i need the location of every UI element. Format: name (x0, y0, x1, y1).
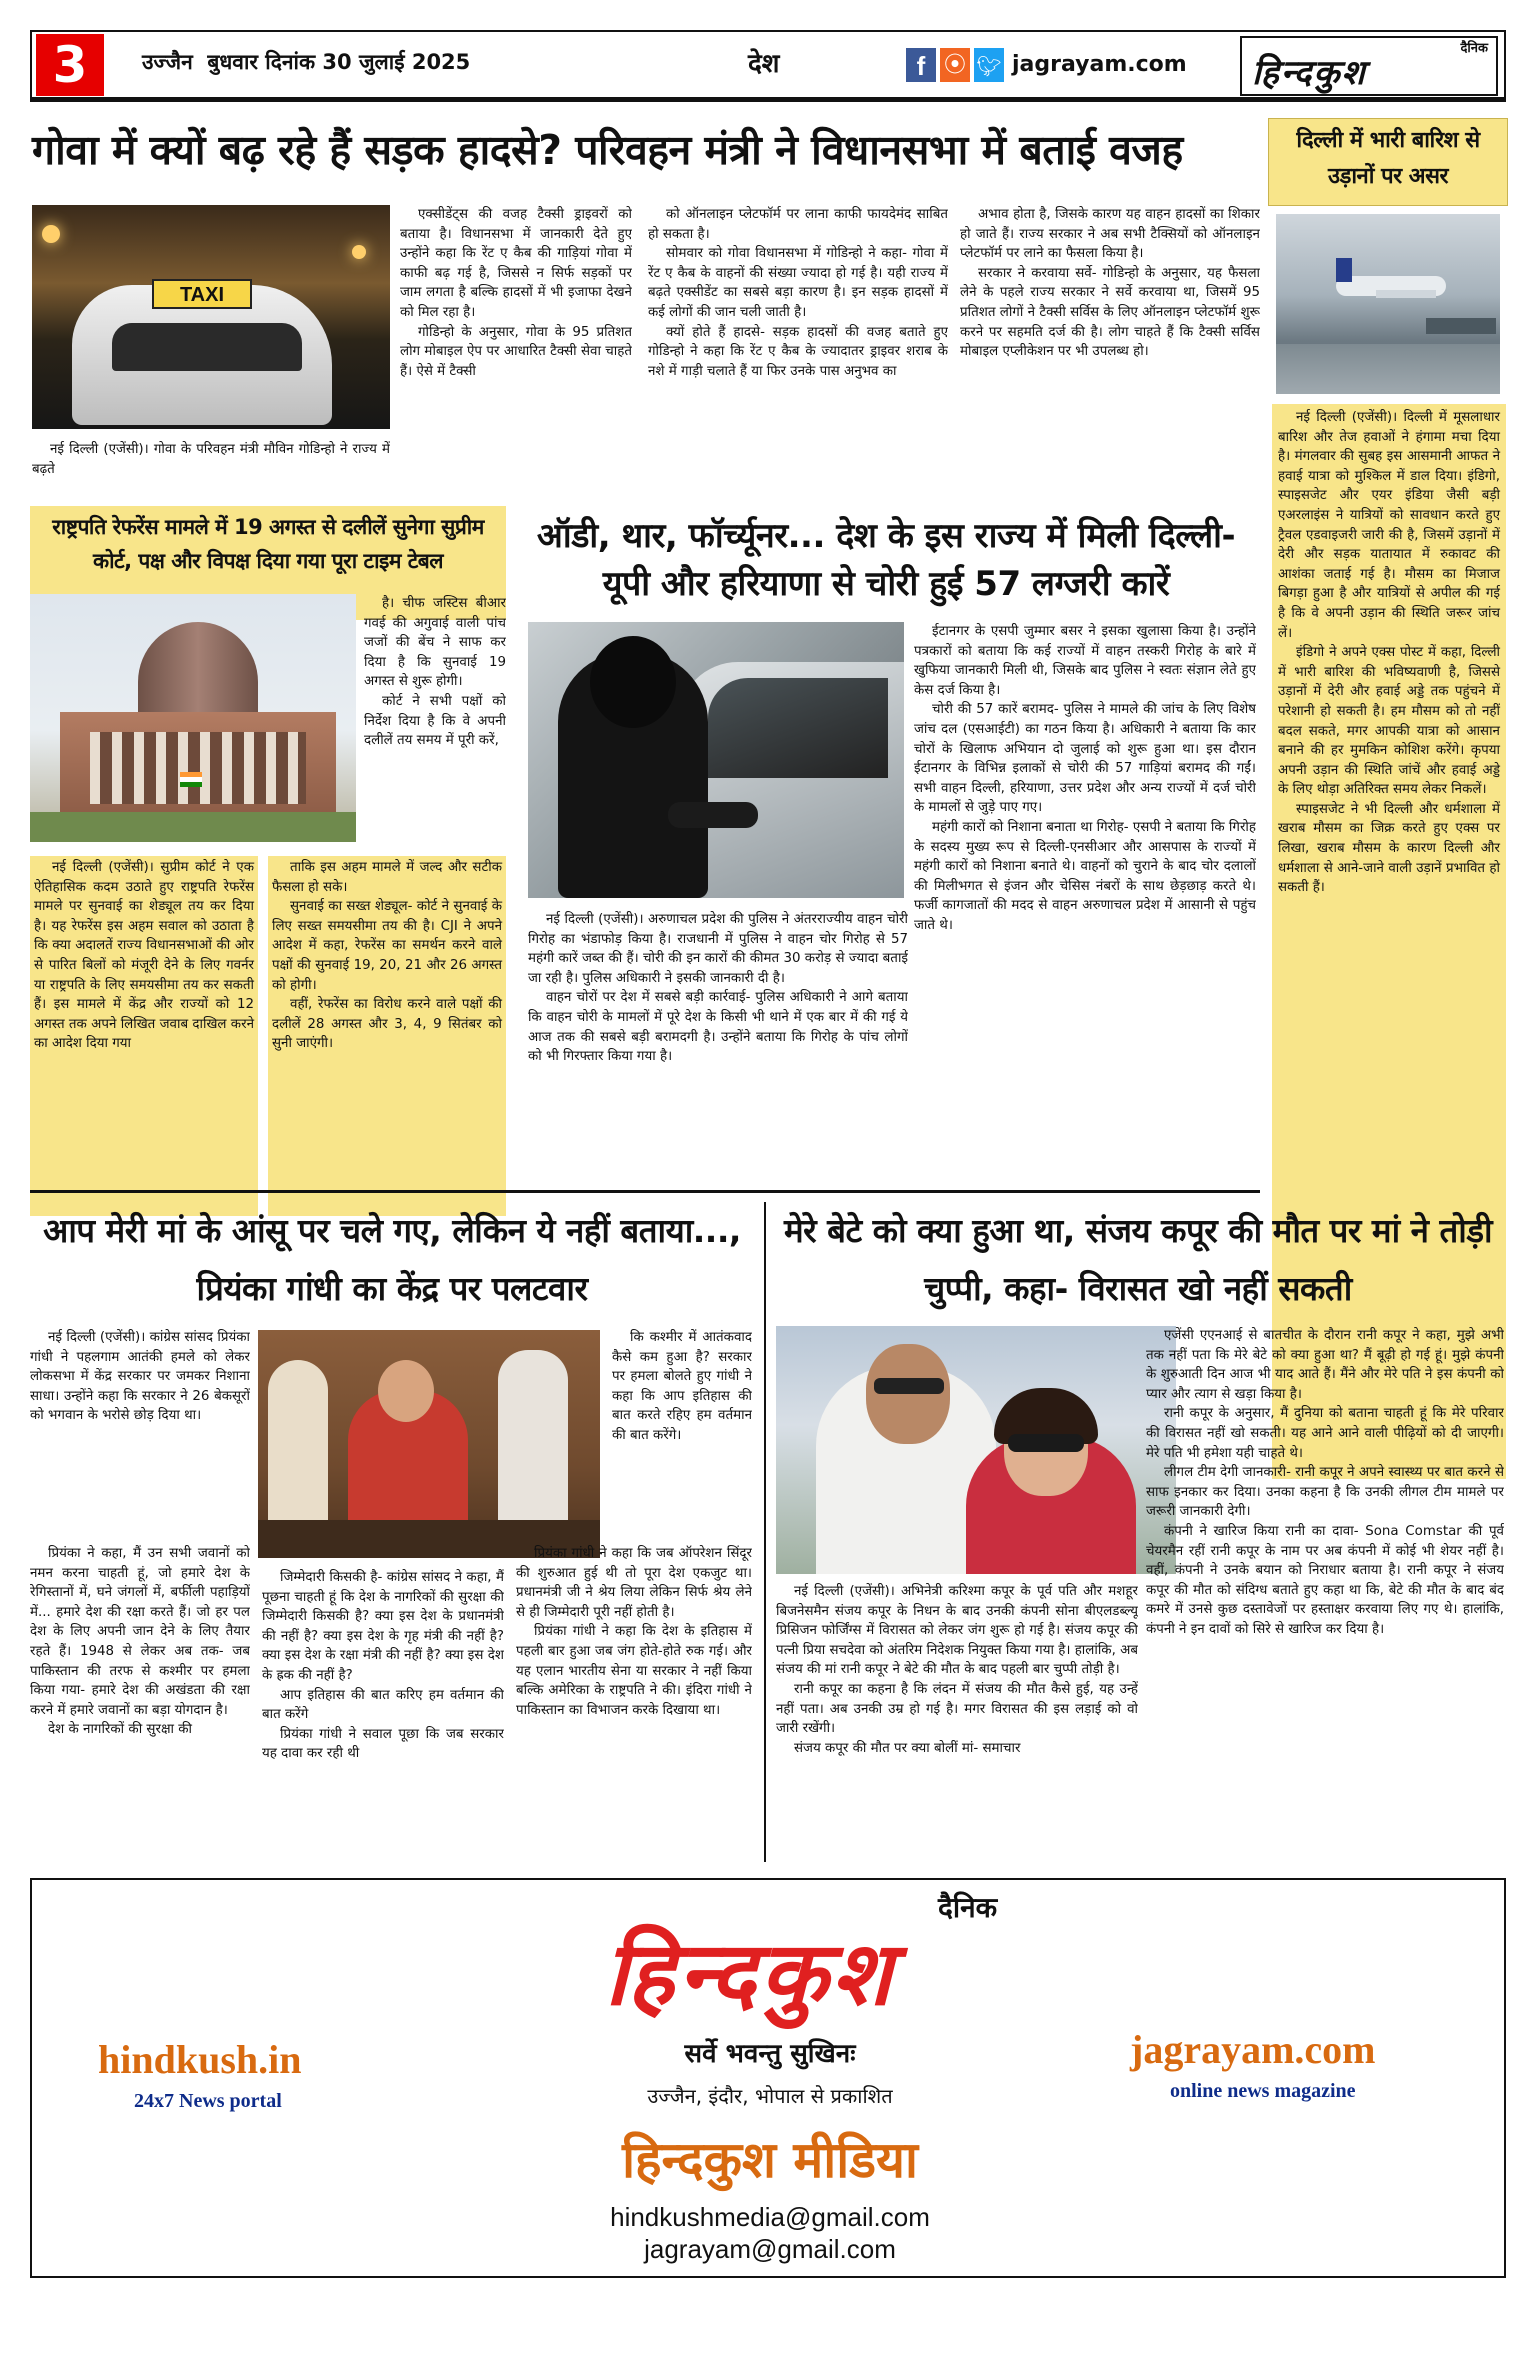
taxi-sign: TAXI (152, 279, 252, 309)
priyanka-col-1-top-paragraph: नई दिल्ली (एजेंसी)। कांग्रेस सांसद प्रियंका गांधी ने पहलगाम आतंकी हमले को लेकर लोकसभा में केंद्र सरकार पर जमकर निशाना साधा। उन्होंने कहा कि सरकार ने 26 बेकसूरों को भगवान के भरोसे छोड़ दिया था। (30, 1330, 250, 1424)
delhi-rain-body-paragraph: इंडिगो ने अपने एक्स पोस्ट में कहा, दिल्ली में भारी बारिश की भविष्यवाणी है, जिससे उड़ानों में देरी और हवाई अड्डे तक पहुंचने में परेशानी हो सकती है। हम मौसम को तो नहीं बदल सकते, मगर आपकी यात्रा को आसान बनाने की हर मुमकिन कोशिश करेंगे। कृपया अपनी उड़ान की स्थिति जांचें और हवाई अड्डे के लिए थोड़ा अतिरिक्त समय लेकर निकलें। (1278, 645, 1500, 798)
footer-left-tagline: 24x7 News portal (134, 2090, 282, 2112)
cars-col-right-paragraph: ईटानगर के एसपी जुम्मार बसर ने इसका खुलासा किया है। उन्होंने पत्रकारों को बताया कि कई राज्यों में वाहन तस्करी गिरोह के बारे में खुफिया जानकारी मिली थी, जिसके बाद पुलिस ने स्वतः संज्ञान लेते हुए केस दर्ज किया है। (914, 624, 1256, 698)
page-number: 3 (36, 34, 104, 96)
footer-email-1[interactable]: hindkushmedia@gmail.com (610, 2202, 930, 2232)
sc-col-right-top (364, 594, 506, 846)
footer-published-from: उज्जैन, इंदौर, भोपाल से प्रकाशित (647, 2084, 893, 2108)
jet-bridge (1426, 318, 1496, 334)
car-thief-image (528, 622, 904, 898)
delhi-rain-body-paragraph: नई दिल्ली (एजेंसी)। दिल्ली में मूसलाधार बारिश और तेज हवाओं ने हंगामा मचा दिया है। मंगलवार की सुबह इस आसमानी आफत ने हवाई यात्रा को मुश्किल में डाल दिया। इंडिगो, स्पाइसजेट और एयर इंडिया जैसी बड़ी एअरलाइंस ने यात्रियों को सावधान करते हुए ट्रैवल एडवाइजरी जारी की है, जिसमें उड़ानों में देरी और सड़क यातायात में रुकावट की आशंका जताई गई है। मौसम का मिजाज बिगड़ा हुआ है और यात्रियों से अपील की गई है कि वे अपनी उड़ान की स्थिति जरूर जांच लें। (1278, 410, 1500, 641)
goa-col-2-paragraph: गोडिन्हो के अनुसार, गोवा के 95 प्रतिशत लोग मोबाइल ऐप पर आधारित टैक्सी सेवा चाहते हैं। ऐसे में टैक्सी (400, 324, 632, 379)
masthead-logo-name: हिन्दकुश (1252, 53, 1367, 93)
dateline: उज्जैन बुधवार दिनांक 30 जुलाई 2025 (142, 50, 471, 74)
cars-headline: ऑडी, थार, फॉर्च्यूनर... देश के इस राज्य में मिली दिल्ली-यूपी और हरियाणा से चोरी हुई 57 लग्जरी कारें (536, 516, 1236, 604)
footer-motto: सर्वे भवन्तु सुखिनः (684, 2039, 856, 2069)
taxi-window (112, 323, 302, 371)
goa-col-3-paragraph: सोमवार को गोवा विधानसभा में गोडिन्हो ने कहा- गोवा में रेंट ए कैब के वाहनों की संख्या ज्यादा हो गई है। यही राज्य में बढ़ते एक्सीडेंट का सबसे बड़ा कारण है। इन सड़क हादसों में कई लोगों की जान चली जाती है। (648, 246, 948, 320)
sc-col-right-bottom-paragraph: सुनवाई का सख्त शेड्यूल- कोर्ट ने सुनवाई के लिए सख्त समयसीमा तय की है। CJI ने अपने आदेश में कहा, रेफरेंस का समर्थन करने वाले पक्षों की सुनवाई 19, 20, 21 और 26 अगस्त को होगी। (272, 899, 502, 993)
court-dome (138, 622, 258, 712)
twitter-icon[interactable]: 🐦︎ (974, 48, 1004, 82)
footer-right-tagline: online news magazine (1170, 2080, 1356, 2102)
priyanka-col-3-top-paragraph: कि कश्मीर में आतंकवाद कैसे कम हुआ है? सरकार पर हमला बोलते हुए गांधी ने कहा कि आप इतिहास की बात करते रहिए हम वर्तमान की बात करेंगे। (612, 1330, 752, 1443)
goa-col-4 (960, 205, 1260, 500)
street-light-1 (42, 225, 60, 243)
column-divider (764, 1202, 766, 1862)
priyanka-col-2-bottom-paragraph: जिम्मेदारी किसकी है- कांग्रेस सांसद ने कहा, मैं पूछना चाहती हूं कि देश के नागरिकों की सुरक्षा की जिम्मेदारी किसकी है? क्या इस देश के प्रधानमंत्री की नहीं है? क्या इस देश के गृह मंत्री की नहीं है? क्या इस देश के रक्षा मंत्री की नहीं है? क्या इस देश के ह्रक की नहीं है? (262, 1570, 504, 1683)
priyanka-col-2-bottom-paragraph: प्रियंका गांधी ने सवाल पूछा कि जब सरकार यह दावा कर रही थी (262, 1726, 504, 1762)
kapoor-col-right (1146, 1326, 1504, 1862)
facebook-icon[interactable]: f (906, 48, 936, 82)
priyanka-col-2-bottom (262, 1568, 504, 1862)
goa-col-2 (400, 205, 632, 500)
aircraft-wing (1376, 290, 1436, 298)
cars-col-left-paragraph: वाहन चोरों पर देश में सबसे बड़ी कार्रवाई- पुलिस अधिकारी ने आगे बताया कि वाहन चोरी के मामलों में पूरे देश के किसी भी थाने में एक बार में की गई ये आज तक की सबसे बड़ी बरामदगी है। उन्होंने बताया कि गिरोह के पांच लोगों को भी गिरफ्तार किया गया है। (528, 990, 908, 1065)
section-name: देश (748, 49, 780, 79)
sc-col-left-paragraph: नई दिल्ली (एजेंसी)। सुप्रीम कोर्ट ने एक ऐतिहासिक कदम उठाते हुए राष्ट्रपति रेफरेंस मामले पर सुनवाई का शेड्यूल तय कर दिया है। यह रेफरेंस इस अहम सवाल को उठाता है कि क्या अदालतें राज्य विधानसभाओं की ओर से पारित बिलों को मंजूरी देने के लिए गवर्नर या राष्ट्रपति के लिए समयसीमा तय कर सकती हैं। इस मामले में केंद्र और राज्यों को 12 अगस्त तक अपने लिखित जवाब दाखिल करने का आदेश दिया गया (34, 860, 254, 1052)
kapoor-col-left-paragraph: रानी कपूर का कहना है कि लंदन में संजय की मौत कैसे हुई, यह उन्हें नहीं पता। अब उनकी उम्र हो गई है। मगर विरासत की इस लड़ाई को वो जारी रखेंगी। (776, 1681, 1138, 1737)
goa-col-4-paragraph: सरकार ने करवाया सर्वे- गोडिन्हो के अनुसार, यह फैसला लेने के पहले राज्य सरकार ने सर्वे करवाया था, जिसमें 95 प्रतिशत लोगों ने टैक्सी सर्विस के लिए ऑनलाइन प्लेटफॉर्म शुरू करने पर सहमति दर्ज की है। लोग चाहते हैं कि टैक्सी सर्विस मोबाइल एप्लीकेशन पर भी उपलब्ध हो। (960, 265, 1260, 360)
car-window-glass (708, 678, 888, 778)
priyanka-col-1-bottom (30, 1544, 250, 1862)
goa-col-3 (648, 205, 948, 500)
lawn (30, 812, 356, 842)
priyanka-col-1-bottom-paragraph: देश के नागरिकों की सुरक्षा की (48, 1722, 193, 1738)
priyanka-headline: आप मेरी मां के आंसू पर चले गए, लेकिन ये नहीं बताया..., प्रियंका गांधी का केंद्र पर पलटवार (43, 1211, 741, 1308)
goa-col-3-paragraph: क्यों होते हैं हादसे- सड़क हादसों की वजह बताते हुए गोडिन्हो ने कहा कि रेंट ए कैब के ज्यादातर ड्राइवर शराब के नशे में गाड़ी चलाते हैं या फिर उनके पास अनुभव का (648, 324, 948, 379)
man-face (866, 1344, 950, 1444)
sc-col-right-top-paragraph: कोर्ट ने सभी पक्षों को निर्देश दिया है कि वे अपनी दलीलें तय समय में पूरी करें, (364, 693, 506, 749)
delhi-rain-body-paragraph: स्पाइसजेट ने भी दिल्ली और धर्मशाला में खराब मौसम का जिक्र करते हुए एक्स पर लिखा, खराब मौसम के कारण दिल्ली और धर्मशाला से आने-जाने वाली उड़ानें प्रभावित हो सकती हैं। (1278, 801, 1500, 896)
goa-taxi-image (32, 205, 390, 429)
supreme-court-image (30, 594, 356, 842)
sc-headline: राष्ट्रपति रेफरेंस मामले में 19 अगस्त से दलीलें सुनेगा सुप्रीम कोर्ट, पक्ष और विपक्ष दिया गया पूरा टाइम टेबल (52, 515, 484, 573)
rss-icon[interactable]: ⦿ (940, 48, 970, 82)
kapoor-col-right-paragraph: कंपनी ने खारिज किया रानी का दावा- Sona Comstar की पूर्व चेयरमैन रहीं रानी कपूर के नाम पर अब कंपनी में कोई भी शेयर नहीं है। वहीं, कंपनी ने उनके बयान को निराधार बताया है। रानी कपूर ने संजय कपूर की मौत को संदिग्ध बताते हुए कहा था कि, बेटे की मौत के बाद बंद कमरे में उनसे कुछ दस्तावेजों पर हस्ताक्षर करवाया लिए गए थे। हालांकि, कंपनी ने इन दावों को सिरे से खारिज कर दिया है। (1146, 1523, 1504, 1637)
masthead-logo-small: दैनिक (1460, 41, 1488, 56)
aircraft-tail (1336, 258, 1352, 282)
priyanka-col-1-bottom-paragraph: प्रियंका ने कहा, मैं उन सभी जवानों को नमन करना चाहती हूं, जो हमारे देश के रेगिस्तानों में, घने जंगलों में, बर्फीली पहाड़ियों में... हमारे देश की रक्षा करते हैं। जो हर पल देश के लिए अपनी जान देने के लिए तैयार रहते हैं। 1948 से लेकर अब तक- जब पाकिस्तान की तरफ से कश्मीर पर हमला किया गया- हमारे देश की अखंडता की रक्षा करने में हमारे जवानों का बड़ा योगदान है। (30, 1546, 250, 1718)
goa-col-2-paragraph: एक्सीडेंट्स की वजह टैक्सी ड्राइवरों को बताया है। विधानसभा में जानकारी देते हुए उन्होंने कहा कि रेंट ए कैब की गाड़ियां गोवा में काफी बढ़ गई है, जिससे न सिर्फ सड़कों पर जाम लगता है बल्कि हादसों में भी इजाफा देखने को मिल रहा है। (400, 207, 632, 320)
thief-hood (590, 636, 676, 728)
man-sunglasses (874, 1378, 944, 1394)
goa-col-4-paragraph: अभाव होता है, जिसके कारण यह वाहन हादसों का शिकार हो जाते हैं। राज्य सरकार ने अब सभी टैक्सियों को ऑनलाइन प्लेटफॉर्म पर लाने का फैसला किया है। (960, 207, 1260, 262)
sc-col-right-top-paragraph: है। चीफ जस्टिस बीआर गवई की अगुवाई वाली पांच जजों की बेंच ने साफ कर दिया है कि सुनवाई 19 अगस्त से शुरू होगी। (364, 596, 506, 690)
court-pillars (90, 732, 306, 804)
sc-col-right-bottom-paragraph: वहीं, रेफरेंस का विरोध करने वाले पक्षों की दलीलें 28 अगस्त और 3, 4, 9 सितंबर को सुनी जाएंगी। (272, 997, 502, 1052)
footer-media-name: हिन्दकुश मीडिया (622, 2131, 918, 2189)
footer-left-site[interactable]: hindkush.in (98, 2037, 302, 2082)
priyanka-col-3-top (612, 1328, 752, 1538)
priyanka-col-3-bottom-paragraph: प्रियंका गांधी ने कहा कि जब ऑपरेशन सिंदूर की शुरुआत हुई थी तो पूरा देश एकजुट था। प्रधानमंत्री जी ने श्रेय लिया लेकिन सिर्फ श्रेय लेने से ही जिम्मेदारी पूरी नहीं होती है। (516, 1546, 752, 1620)
section-divider (30, 1190, 1260, 1193)
thief-arm (668, 802, 758, 828)
sc-col-right-bottom-paragraph: ताकि इस अहम मामले में जल्द और सटीक फैसला हो सके। (272, 860, 502, 895)
cars-col-right (904, 622, 1256, 1182)
goa-headline: गोवा में क्यों बढ़ रहे हैं सड़क हादसे? परिवहन मंत्री ने विधानसभा में बताई वजह (32, 126, 1183, 174)
kapoor-col-left-paragraph: संजय कपूर की मौत पर क्या बोलीं मां- समाचार (794, 1740, 1021, 1756)
priyanka-col-3-bottom (516, 1544, 752, 1862)
sc-col-left (30, 856, 258, 1216)
priyanka-col-1-top (30, 1328, 250, 1540)
cars-col-left (528, 910, 908, 1216)
wet-tarmac (1276, 344, 1500, 394)
delhi-rain-headline: दिल्ली में भारी बारिश से उड़ानों पर असर (1296, 128, 1480, 189)
delhi-rain-airport-image (1276, 214, 1500, 394)
goa-col-3-paragraph: को ऑनलाइन प्लेटफॉर्म पर लाना काफी फायदेमंद साबित हो सकता है। (648, 207, 948, 242)
cars-col-left-paragraph: नई दिल्ली (एजेंसी)। अरुणाचल प्रदेश की पुलिस ने अंतरराज्यीय वाहन चोरी गिरोह का भंडाफोड़ किया है। राजधानी में पुलिस ने वाहन चोर गिरोह से 57 महंगी कारें जब्त की हैं। चोरी की इन कारों की कीमत 30 करोड़ से ज्यादा बताई जा रही है। पुलिस अधिकारी ने इसकी जानकारी दी है। (528, 912, 908, 986)
priyanka-col-2-bottom-paragraph: आप इतिहास की बात करिए हम वर्तमान की बात करेंगे (262, 1687, 504, 1723)
cars-col-right-paragraph: महंगी कारों को निशाना बनाता था गिरोह- एसपी ने बताया कि गिरोह के सदस्य मुख्य रूप से दिल्ली-एनसीआर और आसपास के राज्यों में महंगी कारों को निशाना बनाते थे। वाहनों को चुराने के बाद चोर दलालों की मिलीभगत से इंजन और चेसिस नंबरों के साथ छेड़छाड़ करते थे। फर्जी कागजातों की मदद से वाहन अरुणाचल प्रदेश में आसानी से पहुंच जाते थे। (914, 819, 1256, 933)
kapoor-col-left-paragraph: नई दिल्ली (एजेंसी)। अभिनेत्री करिश्मा कपूर के पूर्व पति और मशहूर बिजनेसमैन संजय कपूर के निधन के बाद उनकी कंपनी सोना बीएलडब्ल्यू प्रिसिजन फोर्जिंग्स में विरासत को लेकर जंग शुरू हो गई है। संजय कपूर की पत्नी प्रिया सचदेवा को अंतरिम निदेशक नियुक्त किया गया है। हालांकि, अब संजय की मां रानी कपूर ने बेटे की मौत के बाद पहली बार चुप्पी तोड़ी है। (776, 1584, 1138, 1678)
kapoor-headline: मेरे बेटे को क्या हुआ था, संजय कपूर की मौत पर मां ने तोड़ी चुप्पी, कहा- विरासत खो नहीं सकती (783, 1211, 1493, 1308)
cars-col-right-paragraph: चोरी की 57 कारें बरामद- पुलिस ने मामले की जांच के लिए विशेष जांच दल (एसआईटी) का गठन किया है। अधिकारी ने बताया कि कार चोरों के खिलाफ अभियान दो जुलाई को शुरू हुआ था। इस दौरान ईटानगर के विभिन्न इलाकों से चोरी की 57 गाड़ियां बरामद की गईं। सभी वाहन दिल्ली, हरियाणा, उत्तर प्रदेश और अन्य राज्यों में दर्ज चोरी के मामलों से जुड़े पाए गए। (914, 702, 1256, 816)
kapoor-col-left (776, 1582, 1138, 1862)
footer-email-2[interactable]: jagrayam@gmail.com (644, 2234, 896, 2264)
woman-sunglasses (1008, 1434, 1084, 1452)
footer-right-site[interactable]: jagrayam.com (1130, 2027, 1376, 2072)
kapoor-col-right-paragraph: लीगल टीम देगी जानकारी- रानी कपूर ने अपने स्वास्थ्य पर बात करने से साफ इनकार कर दिया। उनका कहना है कि उनकी लीगल टीम मामले पर जरूरी जानकारी देगी। (1146, 1465, 1504, 1520)
priyanka-col-3-bottom-paragraph: प्रियंका गांधी ने कहा कि देश के इतिहास में पहली बार हुआ जब जंग होते-होते रुक गई। और यह एलान भारतीय सेना या सरकार ने नहीं किया बल्कि अमेरिका के राष्ट्रपति ने की। इंदिरा गांधी ने पाकिस्तान का विभाजन करके दिखाया था। (516, 1624, 752, 1718)
priyanka-face (378, 1360, 434, 1422)
street-light-2 (352, 245, 366, 259)
goa-col-1-text: नई दिल्ली (एजेंसी)। गोवा के परिवहन मंत्री मौविन गोडिन्हो ने राज्य में बढ़ते (32, 442, 390, 477)
goa-col-1 (32, 440, 390, 500)
indian-flag (180, 772, 202, 787)
footer-brand-name: हिन्दकुश (604, 1922, 896, 2025)
kapoor-col-right-paragraph: एजेंसी एएनआई से बातचीत के दौरान रानी कपूर ने कहा, मुझे अभी तक नहीं पता कि मेरे बेटे को क्या हुआ था? मैं बूढ़ी हो गई हूं। मुझे कंपनी के शुरुआती दिन आज भी याद आते हैं। मैंने और मेरे पति ने इस कंपनी को प्यार और त्याग से खड़ा किया है। (1146, 1328, 1504, 1402)
website-link[interactable]: jagrayam.com (1012, 52, 1187, 77)
footer-brand-small: दैनिक (938, 1891, 998, 1924)
kapoor-col-right-paragraph: रानी कपूर के अनुसार, मैं दुनिया को बताना चाहती हूं कि मेरे परिवार की विरासत नहीं खो सकती। यह आने आने वाली पीढ़ियों को दी जाएगी। मेरे पति भी हमेशा यही चाहते थे। (1146, 1406, 1504, 1461)
delhi-rain-headline-box (1268, 118, 1508, 206)
masthead-logo (1240, 36, 1498, 96)
sc-col-right-bottom (268, 856, 506, 1216)
kapoor-photo (776, 1326, 1176, 1574)
priyanka-parliament-image (258, 1330, 600, 1558)
